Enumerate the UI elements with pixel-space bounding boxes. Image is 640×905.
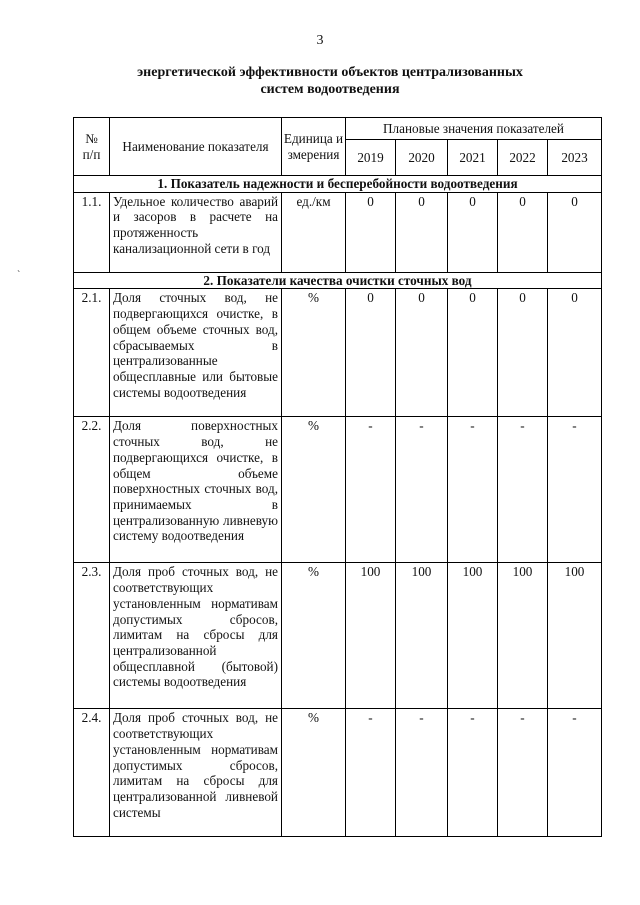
title-line-1: энергетической эффективности объектов централизованных (137, 65, 523, 80)
header-name: Наименование показателя (110, 118, 282, 176)
row-value: - (548, 709, 602, 837)
table-row (74, 417, 602, 563)
row-value: 100 (498, 563, 548, 709)
row-value: 0 (498, 192, 548, 272)
header-year: 2023 (548, 140, 602, 176)
header-year: 2020 (396, 140, 448, 176)
section-title: 1. Показатель надежности и бесперебойности водоотведения (74, 176, 602, 193)
row-unit: % (282, 289, 346, 417)
header-num (74, 118, 110, 176)
margin-mark: ` (17, 270, 21, 281)
table-row (74, 563, 602, 709)
row-value: - (346, 417, 396, 563)
row-num: 1.1. (74, 192, 110, 272)
row-value: - (346, 709, 396, 837)
row-value: - (448, 417, 498, 563)
row-name: Доля поверхностных сточных вод, не подвергающихся очистке, в общем объеме поверхностных сточных вод, принимаемых в централизованную ливневую систему водоотведения (110, 417, 282, 563)
row-name: Доля сточных вод, не подвергающихся очистке, в общем объеме сточных вод, сбрасываемых в централизованные общесплавные или бытовые системы водоотведения (110, 289, 282, 417)
row-value: 0 (346, 289, 396, 417)
table-row (74, 192, 602, 272)
row-num: 2.1. (74, 289, 110, 417)
row-name: Доля проб сточных вод, не соответствующих установленным нормативам допустимых сбросов, лимитам на сбросы для централизованной общесплавной (бытовой) системы водоотведения (110, 563, 282, 709)
row-value: 100 (548, 563, 602, 709)
row-value: 100 (448, 563, 498, 709)
row-unit: % (282, 563, 346, 709)
row-value: - (548, 417, 602, 563)
indicators-table (73, 117, 602, 837)
row-name: Удельное количество аварий и засоров в расчете на протяженность канализационной сети в год (110, 192, 282, 272)
header-year: 2019 (346, 140, 396, 176)
row-value: 100 (396, 563, 448, 709)
row-num: 2.4. (74, 709, 110, 837)
row-num: 2.2. (74, 417, 110, 563)
row-value: - (396, 709, 448, 837)
row-value: 0 (448, 192, 498, 272)
row-value: 0 (346, 192, 396, 272)
title-line-2: систем водоотведения (260, 82, 400, 97)
header-year: 2022 (498, 140, 548, 176)
row-name: Доля проб сточных вод, не соответствующих установленным нормативам допустимых сбросов, лимитам на сбросы для централизованной ливневой системы (110, 709, 282, 837)
row-value: 0 (448, 289, 498, 417)
row-unit: % (282, 709, 346, 837)
row-unit: ед./км (282, 192, 346, 272)
row-value: - (498, 709, 548, 837)
header-num-line2: п/п (82, 146, 101, 162)
page-number: 3 (316, 33, 324, 48)
row-value: 0 (396, 192, 448, 272)
header-year: 2021 (448, 140, 498, 176)
table-row (74, 709, 602, 837)
row-num: 2.3. (74, 563, 110, 709)
row-value: - (498, 417, 548, 563)
row-value: 0 (498, 289, 548, 417)
row-value: 0 (548, 289, 602, 417)
row-value: 0 (396, 289, 448, 417)
row-value: - (396, 417, 448, 563)
document-title (80, 64, 580, 98)
header-unit: Единица измерения (282, 118, 346, 176)
row-value: 0 (548, 192, 602, 272)
row-unit: % (282, 417, 346, 563)
table-row (74, 289, 602, 417)
row-value: 100 (346, 563, 396, 709)
header-plan: Плановые значения показателей (346, 118, 602, 140)
row-value: - (448, 709, 498, 837)
header-num-line1: № (85, 130, 98, 146)
section-title: 2. Показатели качества очистки сточных вод (74, 272, 602, 289)
